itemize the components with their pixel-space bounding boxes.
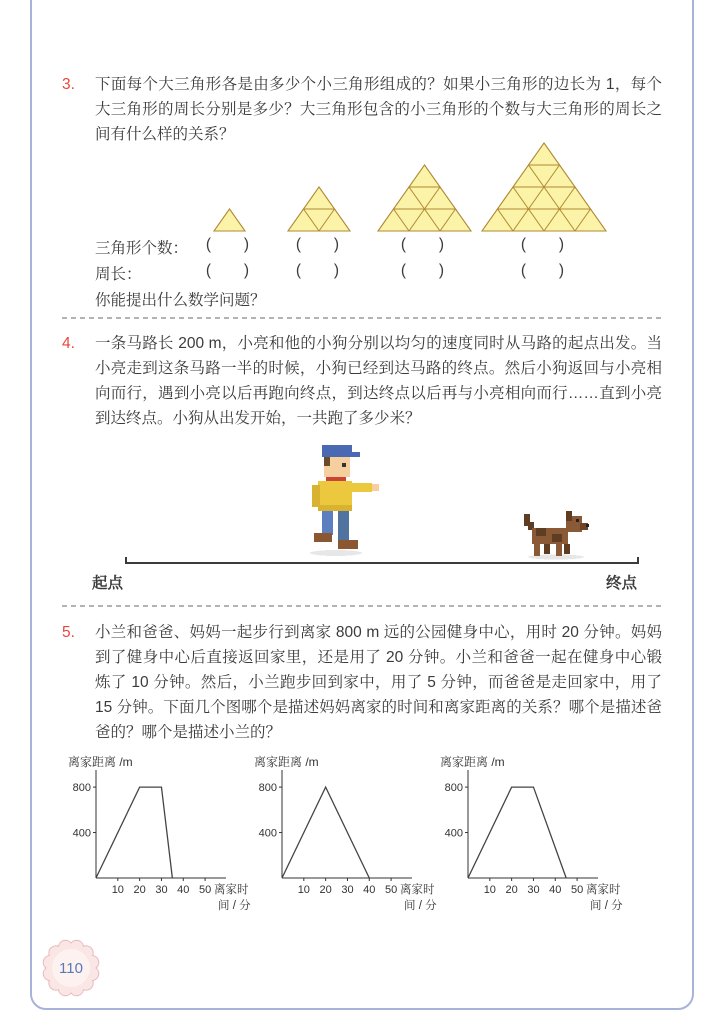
answer-blank: ( ) bbox=[400, 262, 446, 279]
y-tick-label: 400 bbox=[258, 827, 277, 840]
distance-time-chart-1 bbox=[66, 750, 252, 918]
x-tick-label: 20 bbox=[319, 884, 332, 896]
problem-4-text: 一条马路长 200 m，小亮和他的小狗分别以均匀的速度同时从马路的起点出发。当小亮走到这条马路一半的时候，小狗已经到达马路的终点。然后小狗返回与小亮相向而行，遇到小亮以后再跑向终点，到达终点以后再与小亮相向而行……直到小亮到达终点。小狗从出发开始，一共跑了多少米？ bbox=[95, 335, 662, 427]
triangle-count-label: 三角形个数： bbox=[95, 240, 189, 257]
page-number-badge bbox=[41, 938, 101, 998]
x-axis-label: 离家时 bbox=[400, 884, 435, 896]
y-tick-label: 400 bbox=[444, 827, 463, 840]
x-tick-label: 10 bbox=[297, 884, 310, 896]
x-tick-label: 30 bbox=[155, 884, 168, 896]
x-tick-label: 30 bbox=[341, 884, 354, 896]
perimeter-row bbox=[62, 262, 662, 287]
page-number: 110 bbox=[59, 960, 83, 977]
chart-ylabel: 离家距离 /m bbox=[440, 755, 505, 769]
y-tick-label: 800 bbox=[444, 782, 463, 795]
x-axis-label: 离家时 bbox=[214, 884, 249, 896]
x-tick-label: 40 bbox=[363, 884, 376, 896]
dog-icon bbox=[522, 506, 592, 560]
problem-5-text: 小兰和爸爸、妈妈一起步行到离家 800 m 远的公园健身中心，用时 20 分钟。妈妈到了健身中心后直接返回家里，还是用了 20 分钟。小兰和爸爸一起在健身中心锻炼了 10 分钟。然后，小兰跑步回到家中，用了 5 分钟，而爸爸是走回家中，用了 15 分钟。下面几个图哪个是描述妈妈离家的时间和离家距离的关系？哪个是描述爸爸的？哪个是描述小兰的？ bbox=[95, 624, 662, 741]
problem-3 bbox=[62, 72, 662, 147]
x-axis-label: 间 / 分 bbox=[218, 900, 251, 912]
problem-3-number: 3. bbox=[62, 76, 75, 93]
x-tick-label: 10 bbox=[111, 884, 124, 896]
problem-3-text: 下面每个大三角形各是由多少个小三角形组成的？如果小三角形的边长为 1，每个大三角形的周长分别是多少？大三角形包含的小三角形的个数与大三角形的周长之间有什么样的关系？ bbox=[95, 76, 662, 143]
data-line bbox=[96, 787, 172, 878]
dashed-divider bbox=[62, 605, 661, 607]
answer-blank: ( ) bbox=[205, 262, 251, 279]
start-point-label: 起点 bbox=[92, 575, 124, 592]
road-line bbox=[125, 562, 639, 570]
x-axis-label: 间 / 分 bbox=[590, 900, 623, 912]
end-point-label: 终点 bbox=[606, 575, 638, 592]
y-tick-label: 800 bbox=[258, 782, 277, 795]
triangle-figure-1 bbox=[213, 208, 246, 232]
x-axis-label: 离家时 bbox=[586, 884, 621, 896]
charts-row bbox=[66, 750, 624, 918]
chart-ylabel: 离家距离 /m bbox=[254, 755, 319, 769]
problem-4-number: 4. bbox=[62, 335, 75, 352]
x-tick-label: 30 bbox=[527, 884, 540, 896]
x-tick-label: 20 bbox=[505, 884, 518, 896]
data-line bbox=[468, 787, 566, 878]
x-tick-label: 40 bbox=[177, 884, 190, 896]
outer-triangle bbox=[378, 165, 471, 231]
x-tick-label: 20 bbox=[133, 884, 146, 896]
problem-4 bbox=[62, 331, 662, 431]
triangle-figure-3 bbox=[377, 164, 472, 232]
triangle-count-row bbox=[62, 236, 662, 261]
triangle-figure-4 bbox=[481, 142, 607, 232]
data-line bbox=[282, 787, 369, 878]
problem-5-number: 5. bbox=[62, 624, 75, 641]
chart-ylabel: 离家距离 /m bbox=[68, 755, 133, 769]
x-tick-label: 40 bbox=[549, 884, 562, 896]
x-axis-label: 间 / 分 bbox=[404, 900, 437, 912]
distance-time-chart-3 bbox=[438, 750, 624, 918]
problem-3-question: 你能提出什么数学问题？ bbox=[95, 292, 266, 309]
outer-triangle bbox=[214, 209, 245, 231]
x-tick-label: 50 bbox=[570, 884, 584, 896]
answer-blank: ( ) bbox=[205, 236, 251, 253]
problem-5 bbox=[62, 620, 662, 745]
x-tick-label: 50 bbox=[198, 884, 212, 896]
answer-blank: ( ) bbox=[400, 236, 446, 253]
dashed-divider bbox=[62, 317, 661, 319]
triangle-figures bbox=[62, 140, 662, 232]
y-tick-label: 800 bbox=[72, 782, 91, 795]
y-tick-label: 400 bbox=[72, 827, 91, 840]
distance-time-chart-2 bbox=[252, 750, 438, 918]
answer-blank: ( ) bbox=[295, 236, 341, 253]
perimeter-label: 周长： bbox=[95, 266, 142, 283]
answer-blank: ( ) bbox=[520, 236, 566, 253]
answer-blank: ( ) bbox=[520, 262, 566, 279]
answer-blank: ( ) bbox=[295, 262, 341, 279]
x-tick-label: 50 bbox=[384, 884, 398, 896]
triangle-figure-2 bbox=[287, 186, 351, 232]
x-tick-label: 10 bbox=[483, 884, 496, 896]
boy-walking-icon bbox=[296, 443, 388, 557]
